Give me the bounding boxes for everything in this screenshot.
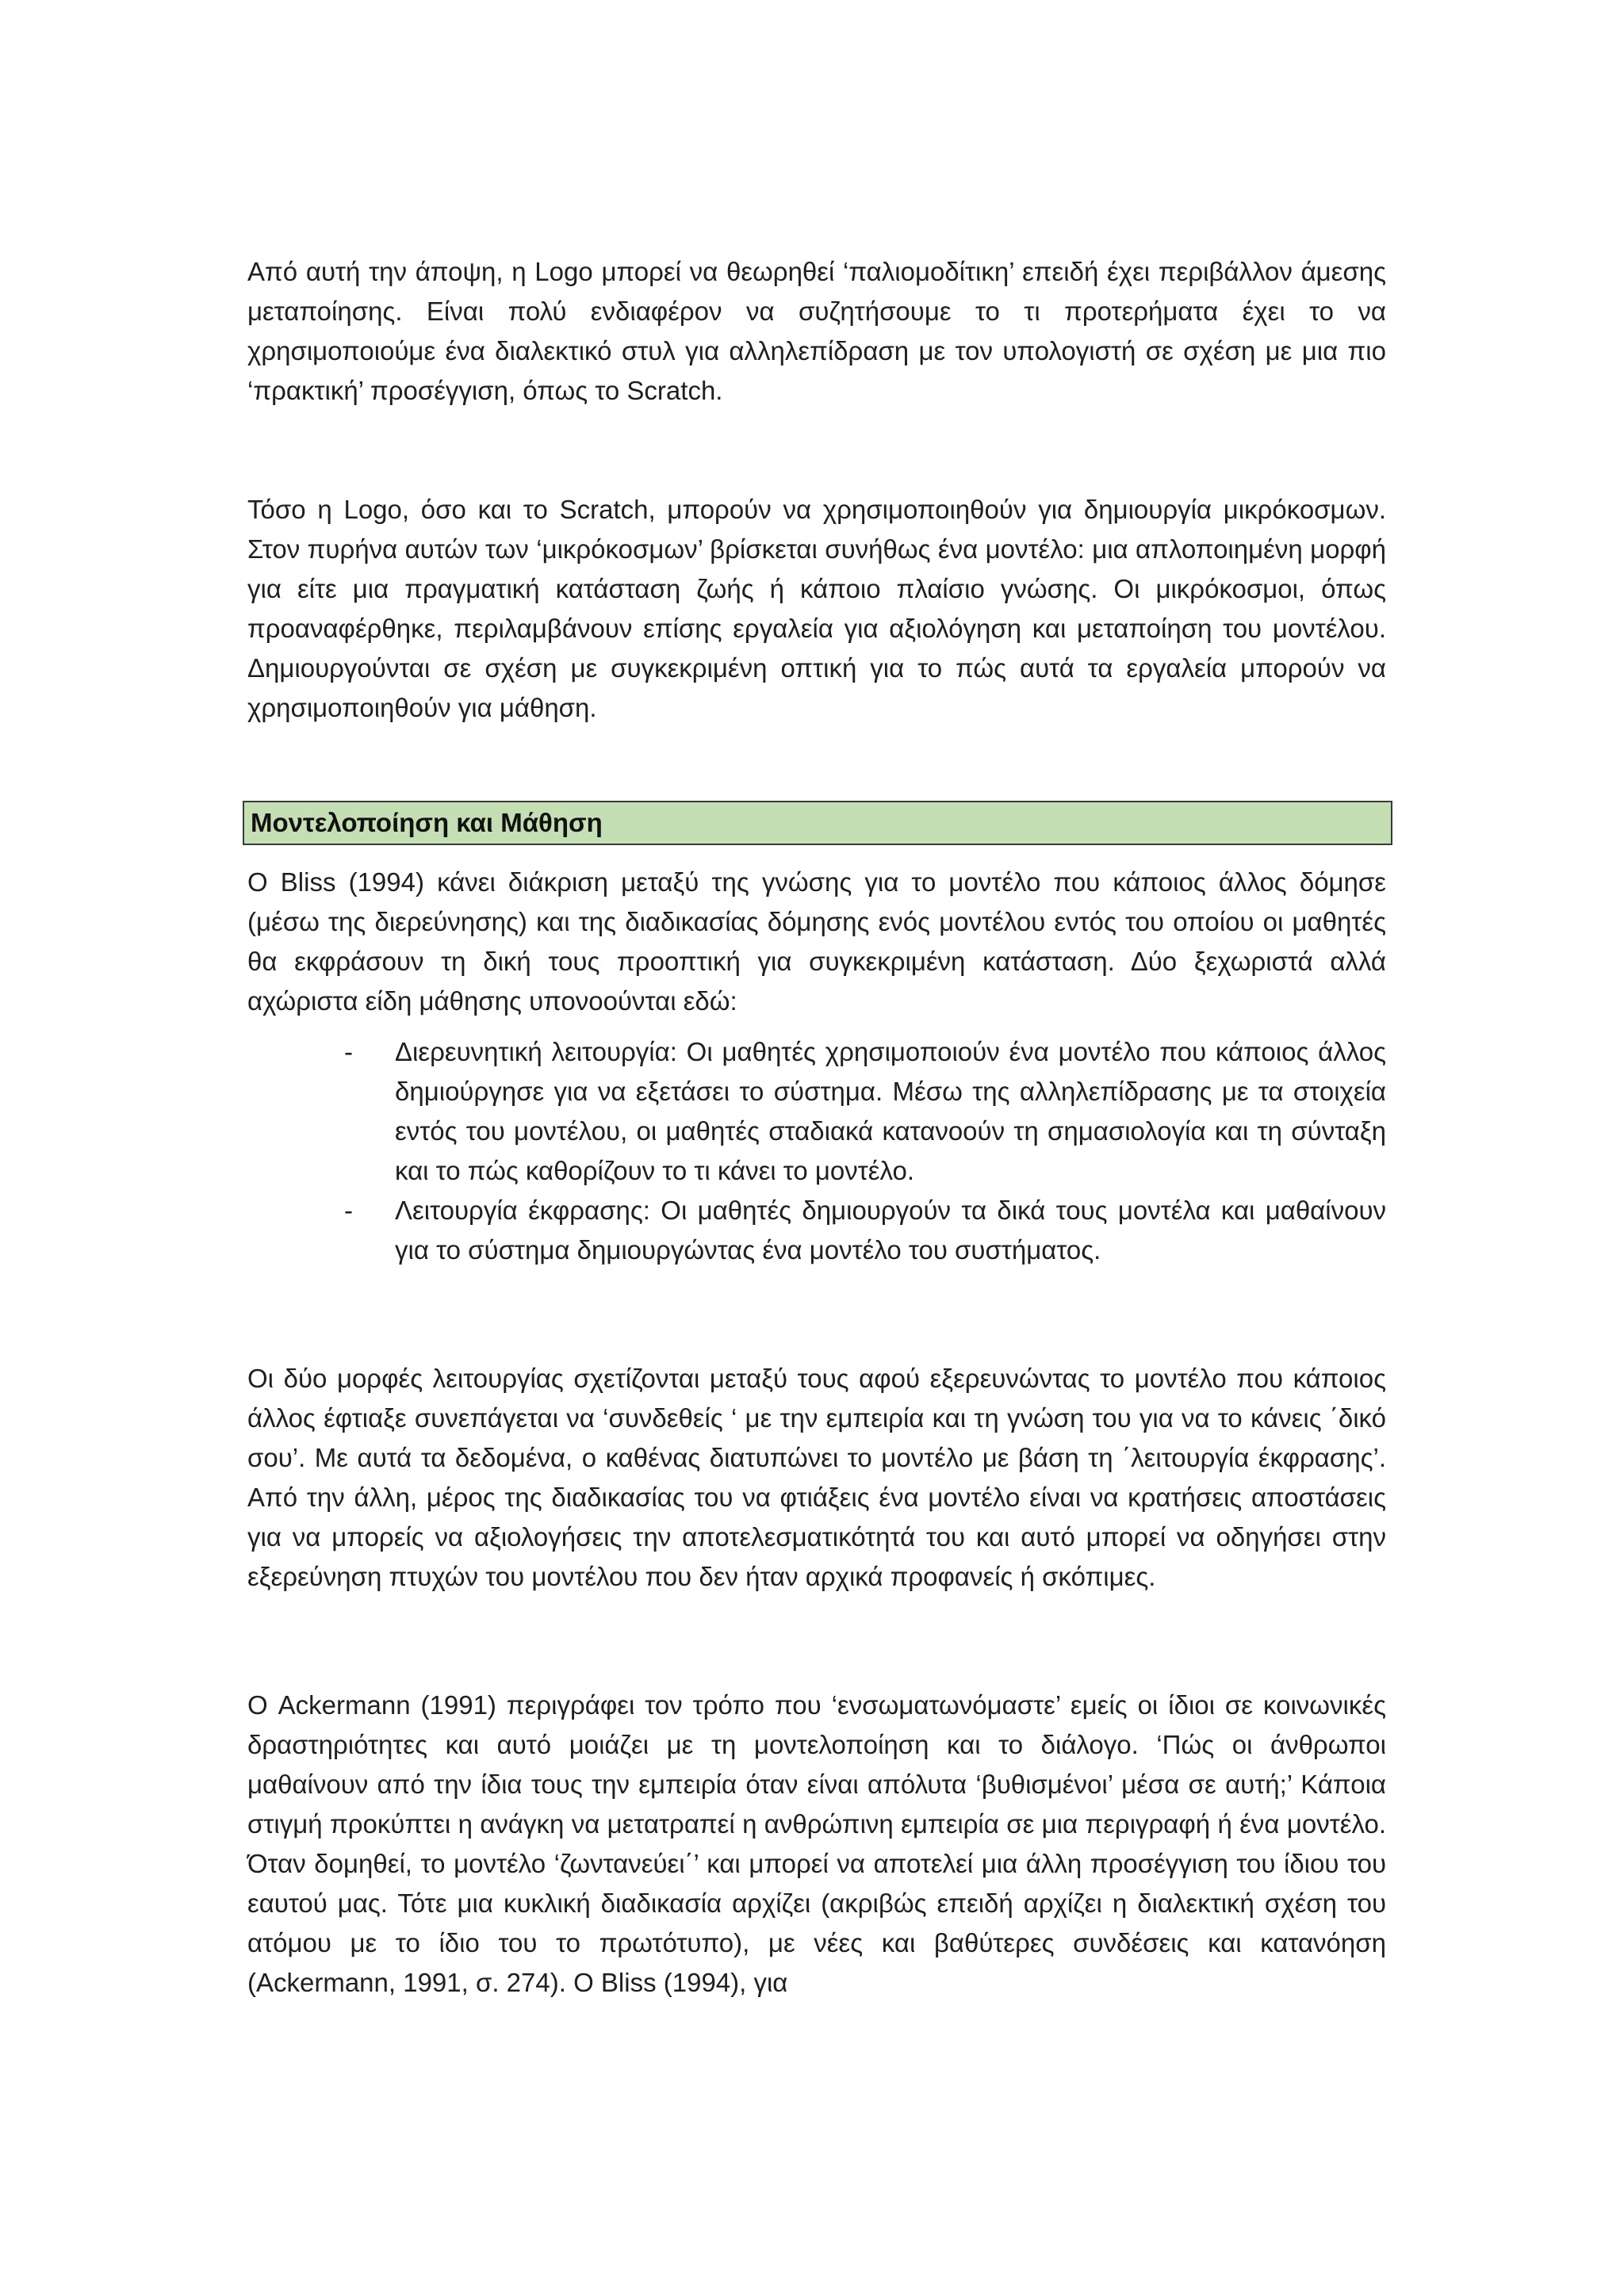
list-item (247, 1191, 1386, 1270)
paragraph-spacer (247, 1270, 1386, 1359)
paragraph-microworlds: Τόσο η Logo, όσο και το Scratch, μπορούν να χρησιμοποιηθούν για δημιουργία μικρόκοσμων. Στον πυρήνα αυτών των ‘μικρόκοσμων’ βρίσκεται συνήθως ένα μοντέλο: μια απλοποιημένη μορφή για είτε μια πραγματική κατάσταση ζωής ή κάποιο πλαίσιο γνώσης. Οι μικρόκοσμοι, όπως προαναφέρθηκε, περιλαμβάνουν επίσης εργαλεία για αξιολόγηση και μεταποίηση του μοντέλου. Δημιουργούνται σε σχέση με συγκεκριμένη οπτική για το πώς αυτά τα εργαλεία μπορούν να χρησιμοποιηθούν για μάθηση. (247, 495, 1386, 722)
paragraph-spacer (247, 411, 1386, 490)
bullet-text-exploratory: Διερευνητική λειτουργία: Οι μαθητές χρησιμοποιούν ένα μοντέλο που κάποιος άλλος δημιούργησε για να εξετάσει το σύστημα. Μέσω της αλληλεπίδρασης με τα στοιχεία εντός του μοντέλου, οι μαθητές σταδιακά κατανοούν τη σημασιολογία και τη σύνταξη και το πώς καθορίζουν το τι κάνει το μοντέλο. (395, 1037, 1386, 1185)
paragraph-bliss-intro: Ο Bliss (1994) κάνει διάκριση μεταξύ της γνώσης για το μοντέλο που κάποιος άλλος δόμησε (μέσω της διερεύνησης) και της διαδικασίας δόμησης ενός μοντέλου εντός του οποίου οι μαθητές θα εκφράσουν τη δική τους προοπτική για συγκεκριμένη κατάσταση. Δύο ξεχωριστά αλλά αχώριστα είδη μάθησης υπονοούνται εδώ: (247, 867, 1386, 1016)
paragraph-modes-relation: Οι δύο μορφές λειτουργίας σχετίζονται μεταξύ τους αφού εξερευνώντας το μοντέλο που κάποιος άλλος έφτιαξε συνεπάγεται να ‘συνδεθείς ‘ με την εμπειρία και τη γνώση του για να το κάνεις ΄δικό σου’. Με αυτά τα δεδομένα, ο καθένας διατυπώνει το μοντέλο με βάση τη ΄λειτουργία έκφρασης’. Από την άλλη, μέρος της διαδικασίας του να φτιάξεις ένα μοντέλο είναι να κρατήσεις αποστάσεις για να μπορείς να αξιολογήσεις την αποτελεσματικότητά του και αυτό μπορεί να οδηγήσει στην εξερεύνηση πτυχών του μοντέλου που δεν ήταν αρχικά προφανείς ή σκόπιμες. (247, 1364, 1386, 1591)
bullet-text-expressive: Λειτουργία έκφρασης: Οι μαθητές δημιουργούν τα δικά τους μοντέλα και μαθαίνουν για το σύστημα δημιουργώντας ένα μοντέλο του συστήματος. (395, 1196, 1386, 1265)
bullet-marker: - (344, 1037, 353, 1066)
paragraph-ackermann: Ο Ackermann (1991) περιγράφει τον τρόπο που ‘ενσωματωνόμαστε’ εμείς οι ίδιοι σε κοινωνικές δραστηριότητες και αυτό μοιάζει με τη μοντελοποίηση και το διάλογο. ‘Πώς οι άνθρωποι μαθαίνουν από την ίδια τους την εμπειρία όταν είναι απόλυτα ‘βυθισμένοι’ μέσα σε αυτή;’ Κάποια στιγμή προκύπτει η ανάγκη να μετατραπεί η ανθρώπινη εμπειρία σε μια περιγραφή ή ένα μοντέλο. Όταν δομηθεί, το μοντέλο ‘ζωντανεύει΄’ και μπορεί να αποτελεί μια άλλη προσέγγιση του ίδιου του εαυτού μας. Τότε μια κυκλική διαδικασία αρχίζει (ακριβώς επειδή αρχίζει η διαλεκτική σχέση του ατόμου με το ίδιο του το πρωτότυπο), με νέες και βαθύτερες συνδέσεις και κατανόηση (Ackermann, 1991, σ. 274). Ο Bliss (1994), για (247, 1690, 1386, 1997)
section-heading: Μοντελοποίηση και Μάθηση (243, 801, 1392, 845)
document-body (247, 252, 1386, 2003)
bullet-list (247, 1032, 1386, 1270)
list-item (247, 1032, 1386, 1191)
bullet-marker: - (344, 1196, 353, 1225)
heading-after-spacer (247, 845, 1386, 863)
paragraph-logo-manipulation: Από αυτή την άποψη, η Logo μπορεί να θεωρηθεί ‘παλιομοδίτικη’ επειδή έχει περιβάλλον άμεσης μεταποίησης. Είναι πολύ ενδιαφέρον να συζητήσουμε το τι προτερήματα έχει το να χρησιμοποιούμε ένα διαλεκτικό στυλ για αλληλεπίδραση με τον υπολογιστή σε σχέση με μια πιο ‘πρακτική’ προσέγγιση, όπως το Scratch. (247, 257, 1386, 405)
heading-spacer (247, 728, 1386, 801)
paragraph-spacer (247, 1597, 1386, 1686)
